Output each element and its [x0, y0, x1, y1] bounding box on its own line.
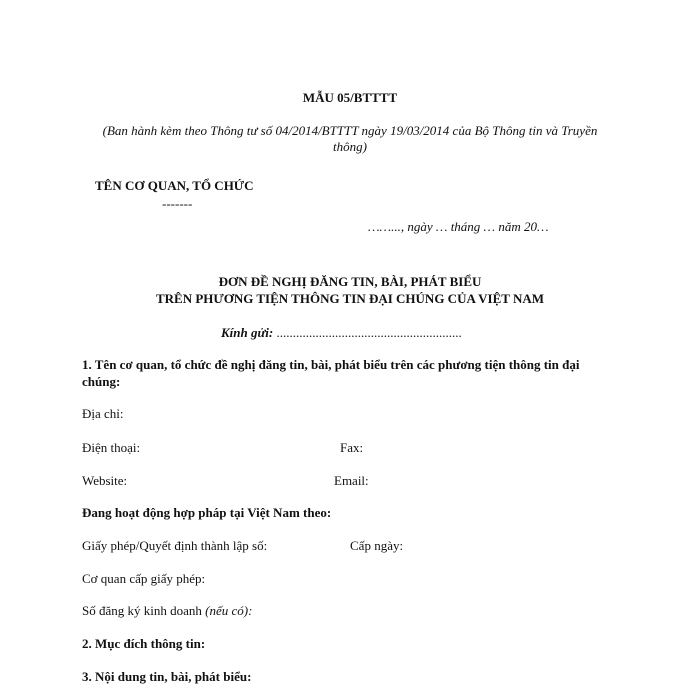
- organization-dashes: -------: [162, 196, 193, 211]
- recipient-dots: .........................................................: [273, 325, 462, 340]
- business-registration-note: (nếu có):: [205, 603, 253, 618]
- form-code: MẪU 05/BTTTT: [302, 90, 398, 105]
- fax-label: Fax:: [340, 440, 364, 455]
- recipient-line: [221, 325, 462, 341]
- license-number-label: Giấy phép/Quyết định thành lập số:: [82, 538, 268, 553]
- section1-heading-line1: 1. Tên cơ quan, tổ chức đề nghị đăng tin, bài, phát biểu trên các phương tiện thông tin đại: [82, 357, 580, 372]
- section2-heading: 2. Mục đích thông tin:: [82, 636, 206, 651]
- business-registration-label: Số đăng ký kinh doanh: [82, 603, 202, 618]
- recipient-label: Kính gửi:: [221, 325, 274, 340]
- business-registration-line: [82, 603, 252, 619]
- address-label: Địa chỉ:: [82, 406, 124, 421]
- date-line: ……..., ngày … tháng … năm 20…: [368, 219, 549, 234]
- website-label: Website:: [82, 473, 128, 488]
- title-line2: TRÊN PHƯƠNG TIỆN THÔNG TIN ĐẠI CHÚNG CỦA VIỆT NAM: [155, 291, 544, 306]
- section1-heading-line2: chúng:: [82, 374, 121, 389]
- issuing-agency-label: Cơ quan cấp giấy phép:: [82, 571, 206, 586]
- email-label: Email:: [334, 473, 369, 488]
- section3-heading: 3. Nội dung tin, bài, phát biểu:: [82, 669, 252, 684]
- issued-note-line1: (Ban hành kèm theo Thông tư số 04/2014/BTTTT ngày 19/03/2014 của Bộ Thông tin và Truyền: [102, 123, 598, 138]
- phone-label: Điện thoại:: [82, 440, 141, 455]
- issue-date-label: Cấp ngày:: [350, 538, 404, 553]
- legal-status-heading: Đang hoạt động hợp pháp tại Việt Nam theo:: [82, 505, 332, 520]
- issued-note-line2: thông): [333, 139, 367, 154]
- organization-name-label: TÊN CƠ QUAN, TỔ CHỨC: [95, 178, 254, 193]
- title-line1: ĐƠN ĐỀ NGHỊ ĐĂNG TIN, BÀI, PHÁT BIỂU: [218, 274, 482, 289]
